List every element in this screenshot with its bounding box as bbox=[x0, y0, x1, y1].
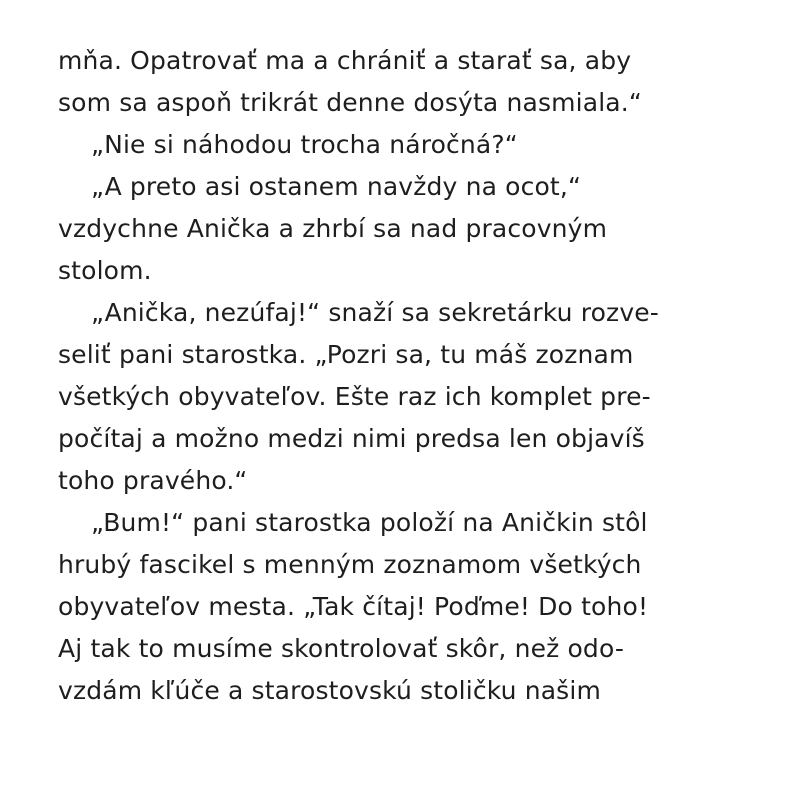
text-line-1: mňa. Opatrovať ma a chrániť a starať sa, aby bbox=[58, 46, 632, 75]
text-line-14: obyvateľov mesta. „Tak čítaj! Poďme! Do toho! bbox=[58, 592, 649, 621]
text-line-3: „Nie si náhodou trocha náročná?“ bbox=[91, 130, 518, 159]
text-line-10: počítaj a možno medzi nimi predsa len objavíš bbox=[58, 424, 645, 453]
text-line-6: stolom. bbox=[58, 256, 152, 285]
body-text bbox=[58, 40, 748, 712]
text-line-9: všetkých obyvateľov. Ešte raz ich komplet pre- bbox=[58, 382, 651, 411]
text-line-13: hrubý fascikel s menným zoznamom všetkých bbox=[58, 550, 642, 579]
text-line-12: „Bum!“ pani starostka položí na Aničkin stôl bbox=[91, 508, 648, 537]
text-line-4: „A preto asi ostanem navždy na ocot,“ bbox=[91, 172, 582, 201]
text-line-16: vzdám kľúče a starostovskú stoličku našim bbox=[58, 676, 601, 705]
text-line-15: Aj tak to musíme skontrolovať skôr, než odo- bbox=[58, 634, 625, 663]
text-line-7: „Anička, nezúfaj!“ snaží sa sekretárku rozve- bbox=[91, 298, 659, 327]
text-line-8: seliť pani starostka. „Pozri sa, tu máš zoznam bbox=[58, 340, 634, 369]
text-line-2: som sa aspoň trikrát denne dosýta nasmiala.“ bbox=[58, 88, 642, 117]
text-line-5: vzdychne Anička a zhrbí sa nad pracovným bbox=[58, 214, 608, 243]
text-line-11: toho pravého.“ bbox=[58, 466, 248, 495]
